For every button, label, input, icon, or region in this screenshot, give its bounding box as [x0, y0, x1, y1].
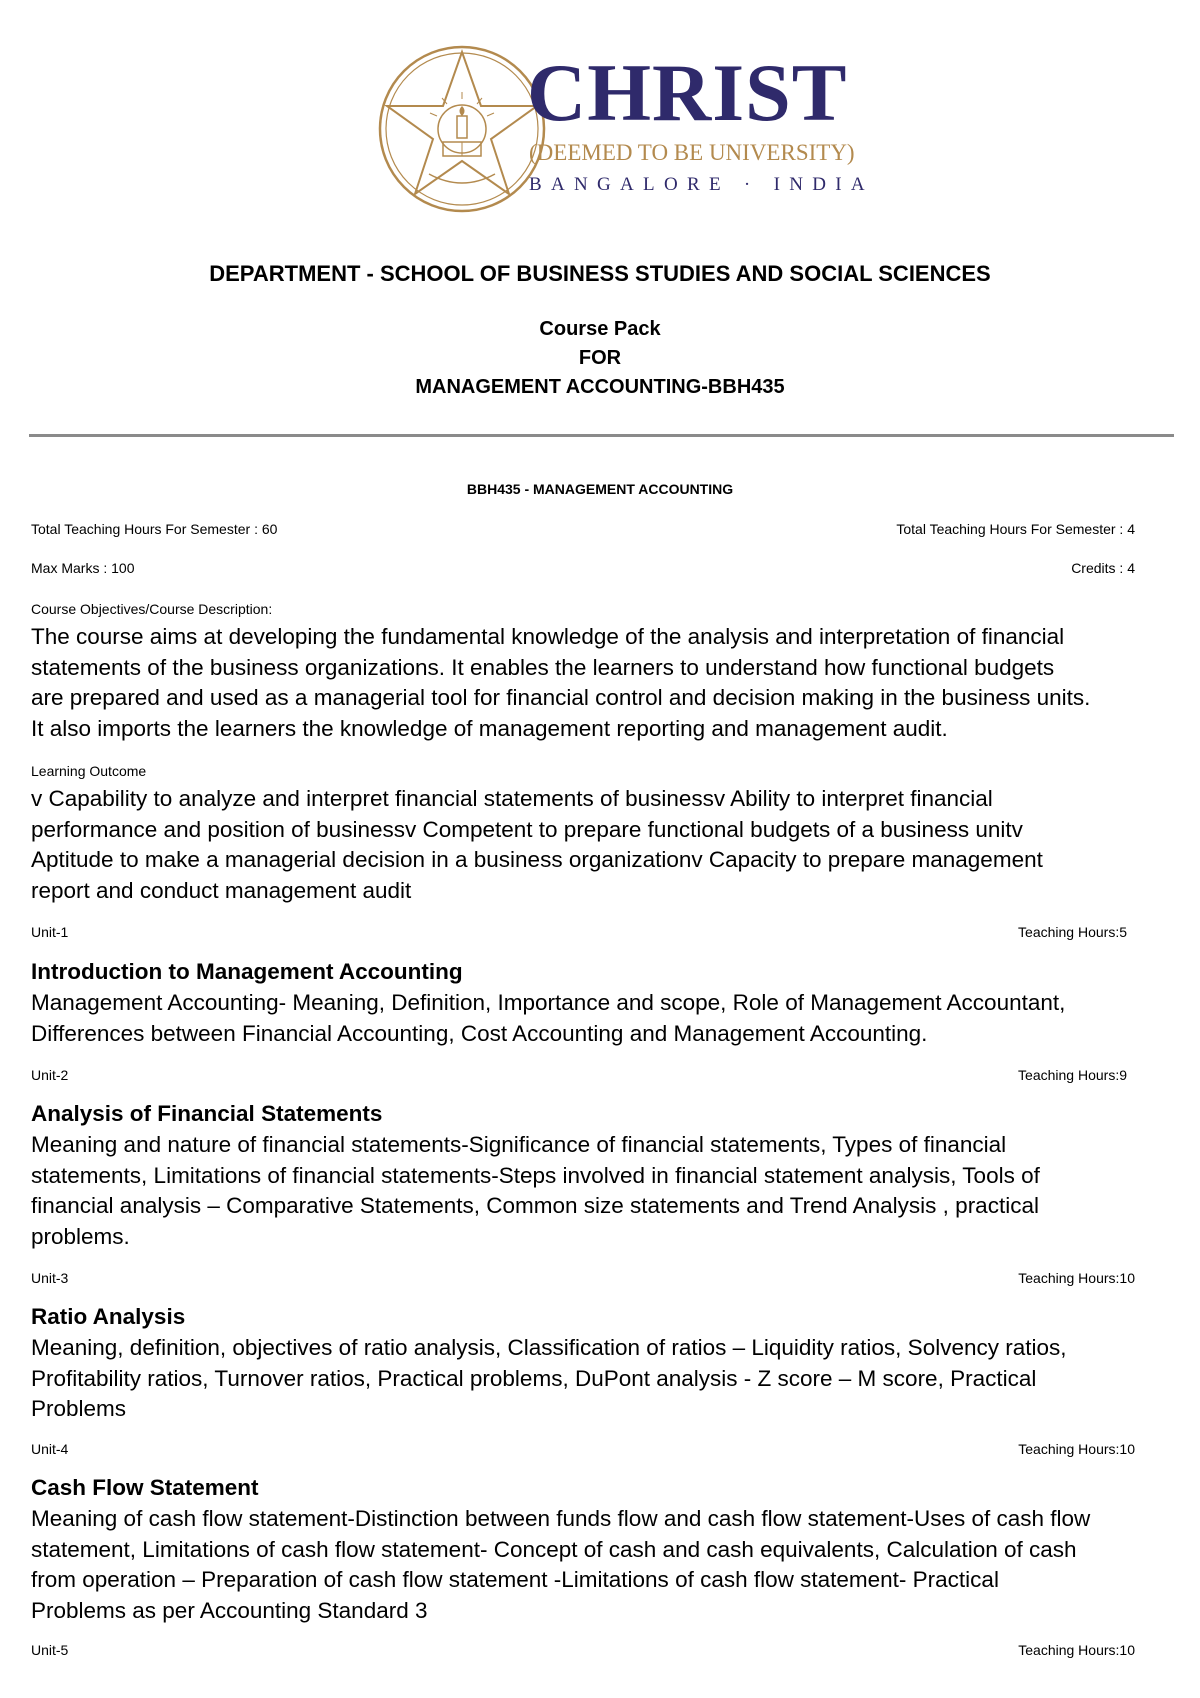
unit-description [31, 988, 1181, 1049]
unit-description [31, 1130, 1181, 1252]
text-line: performance and position of businessv Competent to prepare functional budgets of a business unitv [31, 816, 1023, 842]
text-line: The course aims at developing the fundamental knowledge of the analysis and interpretation of financial [31, 624, 1065, 649]
university-seal-icon [377, 44, 547, 214]
outcome-paragraph [31, 784, 1181, 906]
text-line: statement, Limitations of cash flow statement- Concept of cash and cash equivalents, Calculation of cash [31, 1536, 1077, 1562]
course-title: BBH435 - MANAGEMENT ACCOUNTING [466, 481, 734, 497]
unit-label: Unit-1 [31, 924, 69, 940]
course-pack-label: Course Pack [539, 318, 661, 340]
outcome-label: Learning Outcome [31, 763, 147, 779]
total-hours-right: Total Teaching Hours For Semester : 4 [896, 521, 1135, 537]
objectives-label: Course Objectives/Course Description: [31, 601, 273, 617]
text-line: Meaning of cash flow statement-Distinction between funds flow and cash flow statement-Uses of cash flow [31, 1506, 1091, 1531]
text-line: statements of the business organizations. It enables the learners to understand how functional budgets [31, 654, 1055, 680]
text-line: financial analysis – Comparative Statements, Common size statements and Trend Analysis , practical [31, 1193, 1039, 1218]
text-line: Meaning, definition, objectives of ratio analysis, Classification of ratios – Liquidity ratios, Solvency ratios, [31, 1335, 1067, 1360]
course-pack-course: MANAGEMENT ACCOUNTING-BBH435 [415, 376, 785, 398]
text-line: from operation – Preparation of cash flow statement -Limitations of cash flow statement- Practical [31, 1567, 999, 1592]
max-marks: Max Marks : 100 [31, 560, 135, 576]
text-line: are prepared and used as a managerial tool for financial control and decision making in the business units. [31, 685, 1091, 710]
unit-title: Analysis of Financial Statements [31, 1101, 383, 1126]
total-hours-left: Total Teaching Hours For Semester : 60 [31, 521, 278, 537]
unit-hours: Teaching Hours:10 [1018, 1441, 1135, 1457]
university-logo [377, 44, 874, 214]
text-line: Profitability ratios, Turnover ratios, Practical problems, DuPont analysis - Z score – M score, Practical [31, 1365, 1037, 1391]
unit-description [31, 1504, 1181, 1626]
text-line: Differences between Financial Accounting, Cost Accounting and Management Accounting. [31, 1020, 928, 1046]
department-title: DEPARTMENT - SCHOOL OF BUSINESS STUDIES AND SOCIAL SCIENCES [209, 261, 991, 286]
credits: Credits : 4 [1071, 560, 1135, 576]
unit-title: Cash Flow Statement [31, 1475, 259, 1500]
unit-label: Unit-3 [31, 1270, 69, 1286]
unit-label: Unit-2 [31, 1067, 69, 1083]
text-line: It also imports the learners the knowledge of management reporting and management audit. [31, 715, 948, 741]
unit-hours: Teaching Hours:5 [1018, 924, 1127, 940]
text-line: statements, Limitations of financial statements-Steps involved in financial statement analysis, Tools of [31, 1162, 1040, 1188]
text-line: report and conduct management audit [31, 877, 412, 903]
svg-text:CHRIST UNIVERSITY: CHRIST UNIVERSITY [408, 121, 516, 133]
unit-title: Introduction to Management Accounting [31, 959, 463, 984]
objectives-paragraph [31, 622, 1181, 744]
university-location: BANGALORE · INDIA [529, 174, 874, 195]
text-line: Management Accounting- Meaning, Definition, Importance and scope, Role of Management Accountant, [31, 990, 1066, 1015]
text-line: Problems as per Accounting Standard 3 [31, 1597, 428, 1623]
text-line: problems. [31, 1223, 130, 1249]
university-name: CHRIST [527, 47, 848, 138]
text-line: Aptitude to make a managerial decision in a business organizationv Capacity to prepare management [31, 847, 1043, 872]
text-line: Meaning and nature of financial statements-Significance of financial statements, Types of financial [31, 1132, 1007, 1157]
unit-title: Ratio Analysis [31, 1304, 186, 1329]
unit-label: Unit-5 [31, 1642, 69, 1658]
text-line: Problems [31, 1396, 127, 1421]
unit-label: Unit-4 [31, 1441, 69, 1457]
text-line: v Capability to analyze and interpret financial statements of businessv Ability to interpret financial [31, 786, 993, 811]
unit-hours: Teaching Hours:10 [1018, 1642, 1135, 1658]
course-pack-for: FOR [578, 347, 622, 369]
unit-hours: Teaching Hours:10 [1018, 1270, 1135, 1286]
university-subtitle: (DEEMED TO BE UNIVERSITY) [529, 140, 855, 165]
header-divider [29, 434, 1174, 437]
unit-hours: Teaching Hours:9 [1018, 1067, 1127, 1083]
unit-description [31, 1333, 1181, 1425]
